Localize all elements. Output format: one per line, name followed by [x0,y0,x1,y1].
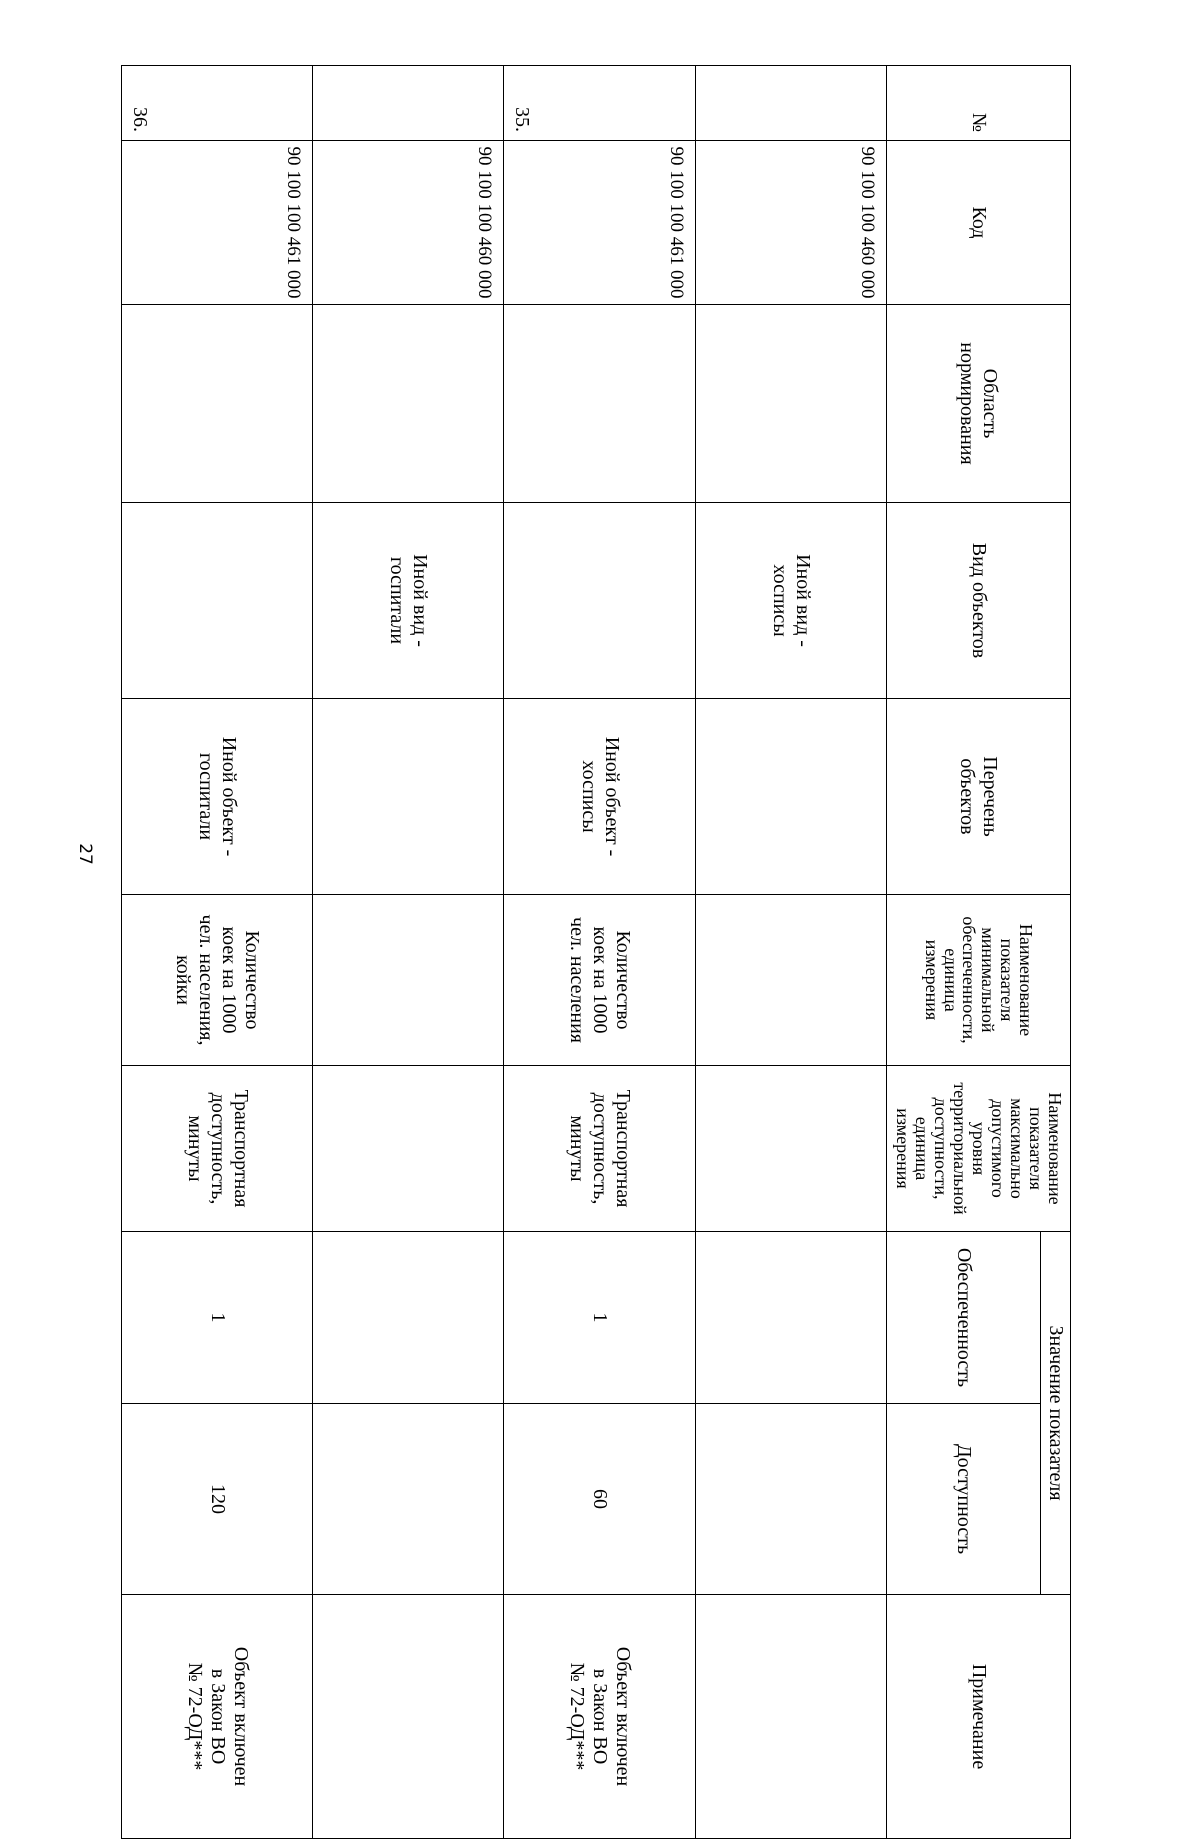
cell-min-indicator [695,895,886,1066]
cell-num: 36. [122,66,313,141]
table-row [695,66,886,1839]
cell-min-indicator: Количество коек на 1000 чел. населения [504,895,695,1066]
header-provision: Обеспеченность [887,1232,1041,1404]
table-row [504,66,695,1839]
cell-max-indicator: Транспортная доступность, минуты [504,1066,695,1232]
cell-note [313,1595,504,1839]
page-number: 27 [75,843,95,865]
cell-kind [122,503,313,699]
cell-num [695,66,886,141]
cell-note: Объект включен в Закон ВО № 72-ОД*** [122,1595,313,1839]
table-rotation-frame [121,65,1071,1787]
cell-num [313,66,504,141]
table-body [122,66,887,1839]
cell-note [695,1595,886,1839]
cell-list: Иной объект - госпитали [122,699,313,895]
table-row [313,66,504,1839]
cell-kind: Иной вид - госпитали [313,503,504,699]
rotated-table-container [121,65,1071,1787]
normative-table [121,65,1071,1839]
header-list: Перечень объектов [887,699,1071,895]
cell-accessibility [313,1404,504,1595]
cell-accessibility: 60 [504,1404,695,1595]
cell-provision: 1 [122,1232,313,1404]
cell-accessibility: 120 [122,1404,313,1595]
cell-code: 90 100 100 460 000 [313,141,504,305]
cell-max-indicator [313,1066,504,1232]
cell-code: 90 100 100 461 000 [122,141,313,305]
cell-area [122,305,313,503]
cell-kind [504,503,695,699]
cell-area [313,305,504,503]
header-note: Примечание [887,1595,1071,1839]
header-min-indicator: Наименование показателя минимальной обеспеченности, единица измерения [887,895,1071,1066]
header-code: Код [887,141,1071,305]
header-num: № [887,66,1071,141]
cell-provision: 1 [504,1232,695,1404]
cell-area [504,305,695,503]
cell-max-indicator [695,1066,886,1232]
cell-note: Объект включен в Закон ВО № 72-ОД*** [504,1595,695,1839]
cell-accessibility [695,1404,886,1595]
header-area: Область нормирования [887,305,1071,503]
cell-provision [695,1232,886,1404]
cell-provision [313,1232,504,1404]
cell-code: 90 100 100 460 000 [695,141,886,305]
table-header [887,66,1071,1839]
cell-list [695,699,886,895]
table-row [122,66,313,1839]
cell-num: 35. [504,66,695,141]
header-max-indicator: Наименование показателя максимально допустимого уровня территориальной доступности, единица измерения [887,1066,1071,1232]
header-kind: Вид объектов [887,503,1071,699]
header-value-group: Значение показателя [1041,1232,1071,1595]
header-accessibility: Доступность [887,1404,1041,1595]
cell-kind: Иной вид - хосписы [695,503,886,699]
cell-area [695,305,886,503]
cell-list [313,699,504,895]
cell-list: Иной объект - хосписы [504,699,695,895]
cell-code: 90 100 100 461 000 [504,141,695,305]
cell-min-indicator: Количество коек на 1000 чел. населения, койки [122,895,313,1066]
cell-min-indicator [313,895,504,1066]
cell-max-indicator: Транспортная доступность, минуты [122,1066,313,1232]
